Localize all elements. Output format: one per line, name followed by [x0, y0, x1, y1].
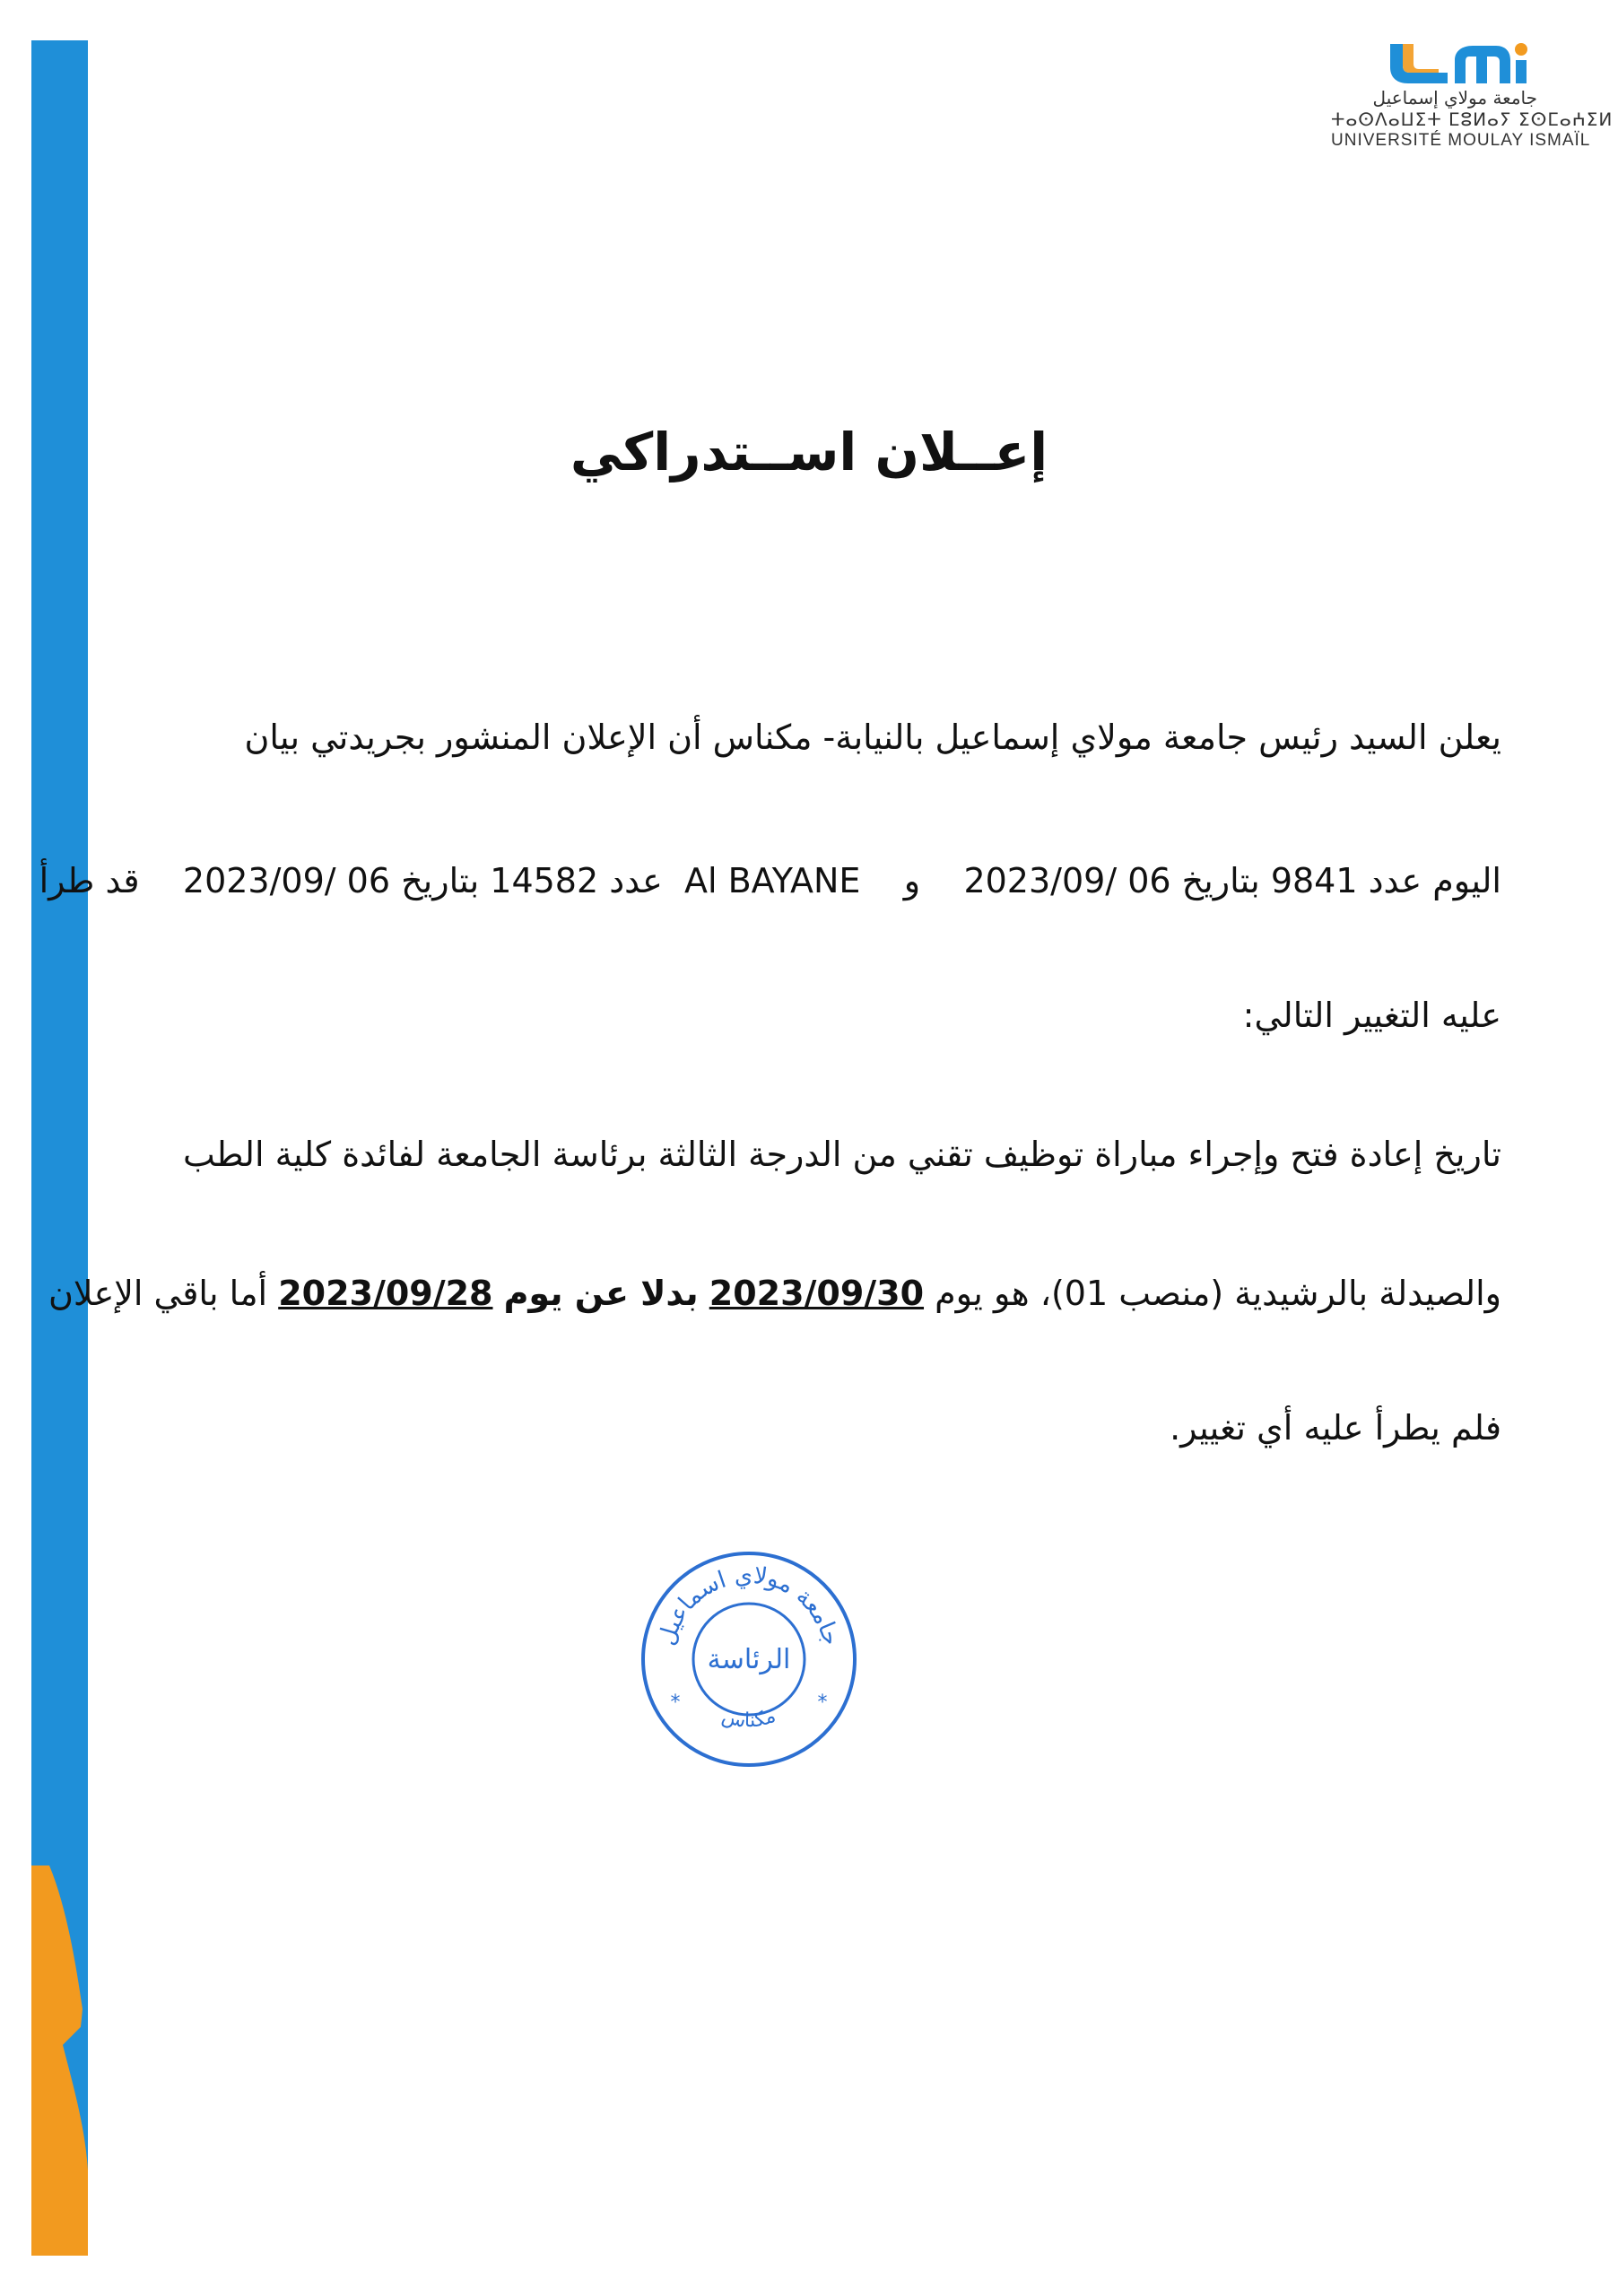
- line2-part-2: و: [903, 861, 921, 900]
- logo-name-french: UNIVERSITÉ MOULAY ISMAÏL: [1331, 131, 1591, 150]
- paragraph-line-6: فلم يطرأ عليه أي تغيير.: [1170, 1408, 1501, 1448]
- line2-part-4: عدد 14582 بتاريخ 06 /2023/09: [182, 861, 663, 900]
- stamp-city-text: مكناس: [719, 1704, 779, 1733]
- logo-name-tifinagh: ⵜⴰⵙⴷⴰⵡⵉⵜ ⵎⵓⵍⴰⵢ ⵉⵙⵎⴰⵄⵉⵍ: [1331, 109, 1614, 130]
- official-stamp: [632, 1543, 866, 1776]
- stamp-inner-text: الرئاسة: [707, 1644, 791, 1675]
- stamp-outer-text: جامعة مولاي اسماعيل: [653, 1561, 845, 1648]
- paragraph-line-3: عليه التغيير التالي:: [1242, 996, 1501, 1035]
- stamp-star-right-icon: *: [817, 1692, 828, 1714]
- paragraph-line-2: [39, 861, 1501, 900]
- line2-part-5: قد طرأ: [39, 861, 140, 900]
- line5-part-1: والصيدلة بالرشيدية (منصب 01)، هو يوم: [935, 1274, 1501, 1313]
- old-date: 2023/09/28: [278, 1274, 493, 1313]
- umi-logo-mark-icon: [1385, 40, 1537, 87]
- logo-name-arabic: جامعة مولاي إسماعيل: [1372, 87, 1537, 109]
- line2-newspaper-name: Al BAYANE: [683, 861, 861, 900]
- university-logo: [1331, 40, 1614, 152]
- new-date: 2023/09/30: [709, 1274, 925, 1313]
- line5-part-2: بدلا عن يوم: [503, 1274, 699, 1313]
- line5-part-3: أما باقي الإعلان: [48, 1274, 268, 1313]
- paragraph-line-1: يعلن السيد رئيس جامعة مولاي إسماعيل بالنيابة- مكناس أن الإعلان المنشور بجريدتي بيان: [244, 718, 1501, 757]
- side-band-orange: [31, 1866, 88, 2256]
- page-title: إعــلان اســتدراكي: [570, 422, 1048, 483]
- stamp-star-left-icon: *: [670, 1692, 681, 1714]
- line2-part-1: اليوم عدد 9841 بتاريخ 06 /2023/09: [963, 861, 1501, 900]
- paragraph-line-4: تاريخ إعادة فتح وإجراء مباراة توظيف تقني من الدرجة الثالثة برئاسة الجامعة لفائدة كلية الطب: [182, 1135, 1501, 1174]
- svg-text:مكناس: [719, 1705, 779, 1733]
- paragraph-line-5: [48, 1274, 1501, 1313]
